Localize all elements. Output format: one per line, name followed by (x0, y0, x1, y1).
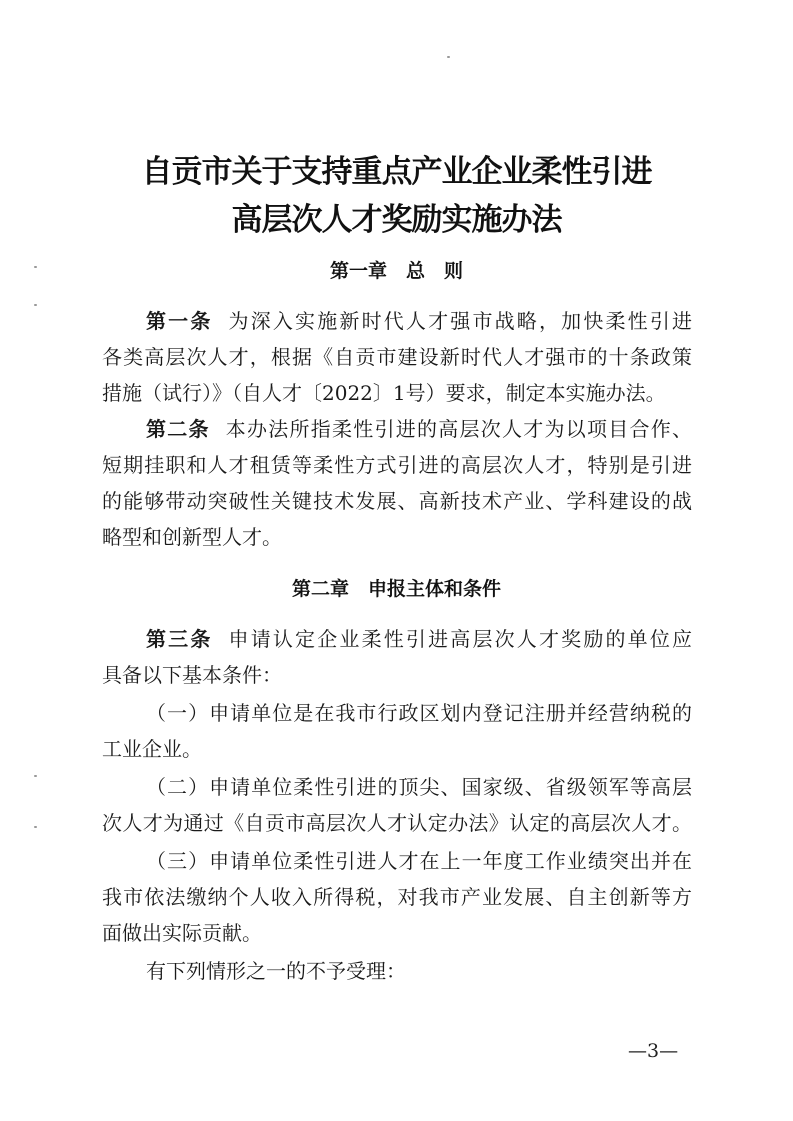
article-1-line-2: 各类高层次人才，根据《自贡市建设新时代人才强市的十条政策 (102, 345, 692, 369)
article-2-line-4: 略型和创新型人才。 (102, 525, 282, 549)
article-1-line-1 (146, 304, 692, 338)
article-2-text: 本办法所指柔性引进的高层次人才为以项目合作、 (225, 417, 692, 441)
scan-speck (34, 775, 37, 777)
item-2-line-2: 次人才为通过《自贡市高层次人才认定办法》认定的高层次人才。 (102, 811, 692, 835)
scan-speck (34, 304, 37, 306)
scan-speck (447, 56, 450, 58)
chapter-1-heading: 第一章 总 则 (329, 260, 463, 282)
item-3-line-2: 我市依法缴纳个人收入所得税，对我市产业发展、自主创新等方 (102, 885, 692, 909)
item-3-line-1: （三）申请单位柔性引进人才在上一年度工作业绩突出并在 (146, 849, 692, 873)
article-3-text: 申请认定企业柔性引进高层次人才奖励的单位应 (228, 627, 693, 651)
article-3-label: 第三条 (146, 627, 213, 651)
exclusion-intro: 有下列情形之一的不予受理： (146, 959, 406, 983)
article-2-line-1 (146, 412, 692, 446)
item-3-line-3: 面做出实际贡献。 (102, 921, 262, 945)
item-1-line-1: （一）申请单位是在我市行政区划内登记注册并经营纳税的 (146, 701, 692, 725)
page-number: —3— (628, 1040, 679, 1062)
article-1-text: 为深入实施新时代人才强市战略，加快柔性引进 (228, 309, 693, 333)
document-title-line-1: 自贡市关于支持重点产业企业柔性引进 (141, 154, 652, 190)
chapter-2-heading: 第二章 申报主体和条件 (291, 578, 501, 600)
item-1-line-2: 工业企业。 (102, 737, 202, 761)
article-3-line-2: 具备以下基本条件： (102, 663, 282, 687)
article-3-line-1 (146, 622, 692, 656)
article-2-line-2: 短期挂职和人才租赁等柔性方式引进的高层次人才，特别是引进 (102, 453, 692, 477)
item-2-line-1: （二）申请单位柔性引进的顶尖、国家级、省级领军等高层 (146, 775, 692, 799)
article-1-line-3: 措施（试行）》（自人才〔2022〕1号）要求，制定本实施办法。 (102, 381, 666, 405)
article-2-line-3: 的能够带动突破性关键技术发展、高新技术产业、学科建设的战 (102, 489, 692, 513)
scan-speck (34, 826, 37, 828)
article-1-label: 第一条 (146, 309, 213, 333)
document-title-line-2: 高层次人才奖励实施办法 (231, 202, 562, 238)
article-2-label: 第二条 (146, 417, 210, 441)
